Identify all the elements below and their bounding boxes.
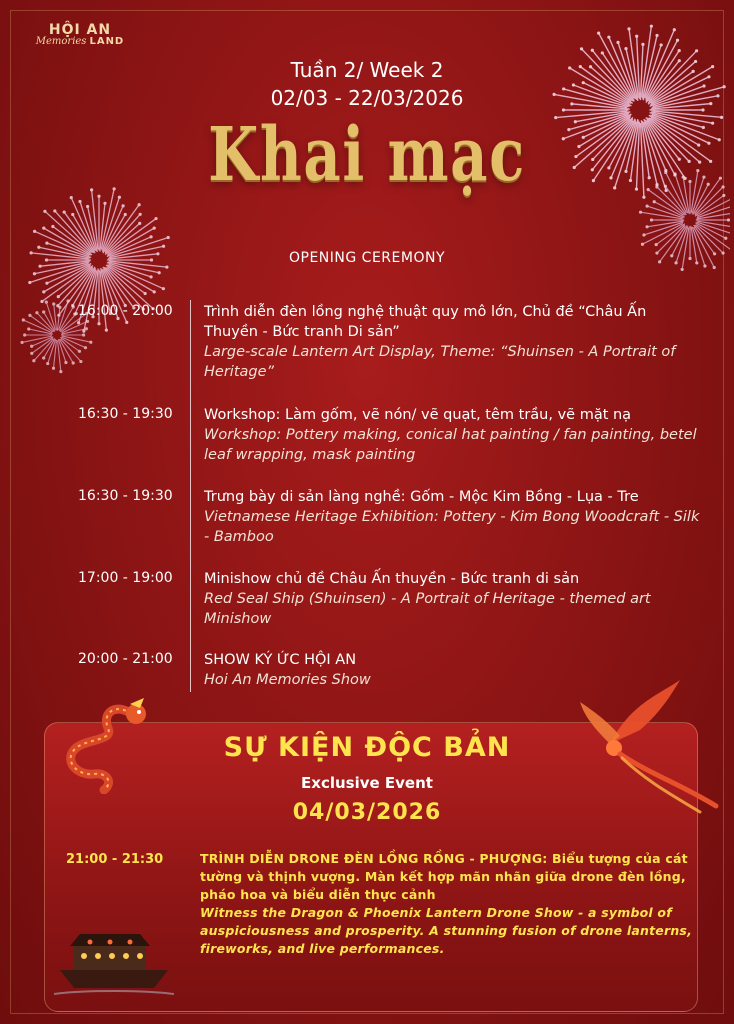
schedule-description xyxy=(204,405,704,465)
page-subtitle: OPENING CEREMONY xyxy=(289,250,445,266)
logo-bottom xyxy=(30,36,130,47)
schedule-description xyxy=(204,569,704,629)
schedule-vi-text: Trình diễn đèn lồng nghệ thuật quy mô lớn, Chủ đề “Châu Ấn Thuyền - Bức tranh Di sản” xyxy=(204,304,647,340)
hoi-an-memories-land-logo xyxy=(30,22,130,47)
schedule-divider xyxy=(190,300,191,692)
schedule-vi-text: Minishow chủ đề Châu Ấn thuyền - Bức tranh di sản xyxy=(204,571,580,587)
exclusive-event-time: 21:00 - 21:30 xyxy=(66,852,164,867)
exclusive-event-date: 04/03/2026 xyxy=(292,800,442,825)
exclusive-event-title: SỰ KIỆN ĐỘC BẢN xyxy=(223,732,511,763)
page-title: Khai mạc xyxy=(208,112,526,198)
schedule-time: 16:00 - 20:00 xyxy=(78,303,173,319)
week-label: Tuần 2/ Week 2 xyxy=(290,58,444,82)
schedule-en-text: Workshop: Pottery making, conical hat painting / fan painting, betel leaf wrapping, mask painting xyxy=(204,427,697,463)
logo-land-text: LAND xyxy=(89,36,125,47)
schedule-en-text: Hoi An Memories Show xyxy=(204,672,371,688)
logo-top-text: HỘI AN xyxy=(48,22,112,38)
schedule-en-text: Red Seal Ship (Shuinsen) - A Portrait of Heritage - themed art Minishow xyxy=(204,591,651,627)
schedule-vi-text: Trưng bày di sản làng nghề: Gốm - Mộc Kim Bồng - Lụa - Tre xyxy=(204,489,639,505)
schedule-time: 20:00 - 21:00 xyxy=(78,651,173,667)
schedule-description xyxy=(204,487,704,547)
exclusive-en-text: Witness the Dragon & Phoenix Lantern Drone Show - a symbol of auspiciousness and prosperity. A stunning fusion of drone lanterns, fireworks, and live performances. xyxy=(200,905,693,956)
schedule-vi-text: Workshop: Làm gốm, vẽ nón/ vẽ quạt, têm trầu, vẽ mặt nạ xyxy=(204,407,632,423)
date-range: 02/03 - 22/03/2026 xyxy=(270,86,464,110)
schedule-time: 16:30 - 19:30 xyxy=(78,488,173,504)
schedule-time: 17:00 - 19:00 xyxy=(78,570,173,586)
lantern-boat-icon xyxy=(54,920,174,1000)
schedule-description xyxy=(204,302,704,382)
schedule-time: 16:30 - 19:30 xyxy=(78,406,173,422)
exclusive-event-subtitle: Exclusive Event xyxy=(301,774,433,792)
schedule-en-text: Large-scale Lantern Art Display, Theme: “Shuinsen - A Portrait of Heritage” xyxy=(204,344,676,380)
schedule-en-text: Vietnamese Heritage Exhibition: Pottery - Kim Bong Woodcraft - Silk - Bamboo xyxy=(204,509,700,545)
exclusive-event-description xyxy=(200,850,700,958)
logo-script-text: Memories xyxy=(35,36,87,47)
schedule-vi-text: SHOW KÝ ỨC HỘI AN xyxy=(204,652,357,668)
exclusive-vi-text: TRÌNH DIỄN DRONE ĐÈN LỒNG RỒNG - PHƯỢNG: Biểu tượng của cát tường và thịnh vượng. Màn kết hợp mãn nhãn giữa drone đèn lồng, pháo hoa và biểu diễn thực cảnh xyxy=(200,851,688,902)
